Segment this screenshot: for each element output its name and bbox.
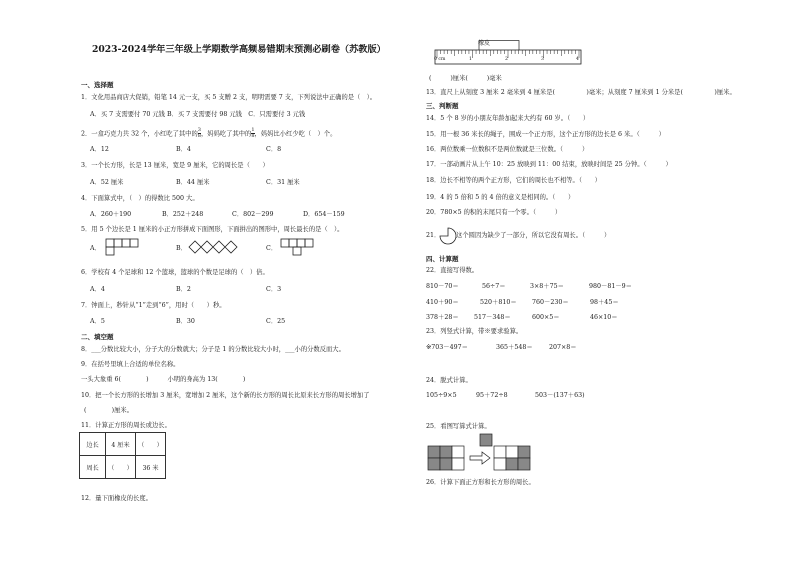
question-14: 14．5 个 8 岁的小朋友年龄加起来大约有 60 岁。（ ） [426,115,590,122]
calc-item: 56÷7＝ [482,283,506,290]
step-calc-item: 503－(137＋63) [535,392,585,399]
ruler-tick-label: 0 cm [434,57,446,62]
vertical-calc-item: ※703－497＝ [426,344,468,351]
q6-option-a: A．4 [90,286,105,293]
q7-option-b: B．30 [176,318,195,325]
step-calc-item: 95＋72÷8 [476,392,508,399]
table-cell: 4 厘米 [106,433,136,456]
calc-item: 378＋28＝ [426,314,459,321]
question-7: 7．钟面上，秒针从“1”走到“6”，用时（ ）秒。 [81,302,226,309]
question-21: 21． 这个圆因为缺少了一部分，所以它没有周长。（ ） [426,232,611,239]
vertical-calc-item: 207×8＝ [549,344,577,351]
q3-option-b: B．44 厘米 [176,179,210,186]
q4-option-a: A．260＋190 [90,211,132,218]
question-18: 18．边长不相等的两个正方形，它们的周长也不相等。（ ） [426,177,601,184]
shape-a-icon [105,238,145,256]
ruler-eraser-label: 橡皮 [478,40,491,47]
section-judge: 三、判断题 [426,102,459,110]
question-12: 12．量下面橡皮的长度。 [81,495,152,502]
section-calc: 四、计算题 [426,255,459,263]
perimeter-table [79,432,166,479]
step-calc-item: 105÷9×5 [426,392,457,399]
question-6: 6．学校有 4 个足球和 12 个篮球，篮球的个数是足球的（ ）倍。 [81,269,269,276]
question-10-cont: ( )厘米。 [84,407,133,414]
q3-option-c: C．31 厘米 [266,179,300,186]
q3-option-a: A．52 厘米 [90,179,124,186]
shape-c-icon [280,238,326,256]
q4-option-b: B．252＋248 [162,211,204,218]
ruler-tick-label: 2 [505,57,508,62]
table-cell: 36 米 [136,456,166,479]
question-9: 9．在括号里填上合适的单位名称。 [81,361,180,368]
q7-option-c: C．25 [266,318,286,325]
calc-item: 600×5＝ [532,314,560,321]
vertical-calc-item: 365＋548＝ [496,344,533,351]
question-1: 1．文化用品商店大促销，铅笔 14 元一支，买 5 支赠 2 支，明明需要 7 支，下列说法中正确的是（ ）。 [81,94,377,101]
ruler-eraser-icon [433,40,583,70]
question-22: 22．直接写得数。 [426,267,479,274]
calc-item: 517－348＝ [474,314,511,321]
q4-option-d: D．654－159 [303,211,345,218]
question-8: 8．___分数比较大小，分子大的分数就大；分子是 1 的分数比较大小时，___小的分数反而大。 [81,346,345,353]
calc-item: 3×8＋75＝ [530,283,564,290]
q2-option-a: A．12 [90,146,109,153]
q2-option-c: C．8 [266,146,282,153]
q5-option-b: B． [176,245,187,252]
q6-option-b: B．2 [176,286,191,293]
table-cell: （ ） [136,433,166,456]
question-10: 10．把一个长方形的长增加 3 厘米，宽增加 2 厘米，这个新的长方形的周长比原来长方形的周长增加了 [81,392,370,399]
calc-item: 810－70＝ [426,283,459,290]
q5-option-a: A． [90,245,101,252]
table-cell: 周长 [80,456,106,479]
question-25: 25．看图写算式计算。 [426,423,491,430]
calc-item: 410＋90＝ [426,299,459,306]
question-5: 5．用 5 个边长是 1 厘米的小正方形拼成下面图形，下面拼出的图形中，周长最长的是（ ）。 [81,226,344,233]
question-9-line: 一头大象重 6( ) 小明的身高为 13( ) [81,376,246,383]
question-19: 19．4 的 5 倍和 5 的 4 倍的意义是相同的。（ ） [426,194,575,201]
calc-item: 98＋45＝ [590,299,619,306]
ruler-tick-label: 1 [469,57,472,62]
question-12-answer: ( )厘米( )毫米 [429,75,502,82]
question-20: 20．780×5 的积的末尾只有一个零。（ ） [426,209,562,216]
q7-option-a: A．5 [90,318,105,325]
question-3: 3．一个长方形，长是 13 厘米，宽是 9 厘米，它的周长是（ ） [81,162,269,169]
question-23: 23．列竖式计算，带※要求验算。 [426,328,523,335]
q4-option-c: C．802－299 [232,211,274,218]
shape-b-icon [188,238,240,256]
area-figure-icon [426,432,540,472]
page-title: 2023-2024学年三年级上学期数学高频易错期末预测必刷卷（苏教版） [92,44,386,55]
question-26: 26．计算下面正方形和长方形的周长。 [426,479,535,486]
question-16: 16．两位数乘一位数积不是两位数就是三位数。（ ） [426,146,589,153]
section-fill: 二、填空题 [81,333,114,341]
question-17: 17．一部动画片从上午 10：25 放映到 11：00 结束，放映时间是 25 分钟。（ ） [426,161,672,168]
question-15: 15．用一根 36 米长的绳子，围成一个正方形，这个正方形的边长是 6 米。（ ） [426,131,665,138]
calc-item: 760－230＝ [532,299,569,306]
ruler-tick-label: 4 [576,57,579,62]
table-cell: （ ） [106,456,136,479]
calc-item: 980－81－9＝ [589,283,632,290]
q6-option-c: C．3 [266,286,282,293]
table-cell: 边长 [80,433,106,456]
question-11: 11．计算正方形的周长或边长。 [81,422,171,429]
ruler-tick-label: 3 [541,57,544,62]
calc-item: 520＋810＝ [480,299,517,306]
q5-option-c: C． [266,245,278,252]
question-4: 4．下面算式中，（ ）的得数比 500 大。 [81,195,199,202]
question-1-options: A．买 7 支需要付 70 元钱 B．买 7 支需要付 98 元钱 C．只需要付 3 元钱 [90,111,306,118]
question-24: 24．脱式计算。 [426,377,472,384]
q2-option-b: B．4 [176,146,191,153]
question-2: 2．一盒巧克力共 32 个，小红吃了其中的 $\frac{3}{8}$ ，妈妈吃了其中的 $\frac{1}{8}$ ，妈妈比小红少吃（ ）个。 [81,127,337,140]
section-choice: 一、选择题 [81,81,114,89]
question-13: 13．直尺上从刻度 3 厘米 2 毫米到 4 厘米是( )毫米；从刻度 7 厘米到 1 分米是( )厘米。 [426,89,736,96]
calc-item: 46×10＝ [590,314,618,321]
